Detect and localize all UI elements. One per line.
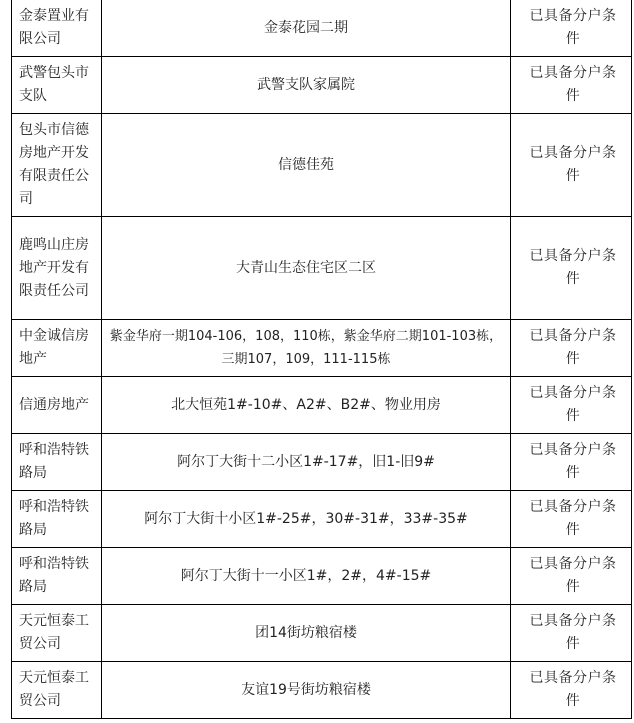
status-text: 已具备分户条件: [529, 145, 617, 184]
table-row: [12, 57, 632, 114]
company-cell: [12, 217, 102, 320]
status-text: 已具备分户条件: [529, 65, 617, 104]
company-cell: [12, 57, 102, 114]
status-cell: [511, 114, 632, 217]
project-text: 团14街坊粮宿楼: [255, 624, 357, 641]
status-cell: [511, 491, 632, 548]
project-text: 紫金华府一期104-106，108，110栋，紫金华府二期101-103栋，三期107，109，111-115栋: [109, 329, 503, 367]
company-text: 鹿鸣山庄房地产开发有限责任公司: [19, 236, 89, 299]
company-cell: [12, 320, 102, 377]
company-text: 天元恒泰工贸公司: [19, 670, 89, 709]
table-row: [12, 434, 632, 491]
project-cell: [102, 662, 511, 719]
status-cell: [511, 662, 632, 719]
project-cell: [102, 320, 511, 377]
table-row: [12, 662, 632, 719]
status-cell: [511, 548, 632, 605]
project-text: 北大恒苑1#-10#、A2#、B2#、物业用房: [171, 396, 441, 413]
status-cell: [511, 434, 632, 491]
table-row: [12, 114, 632, 217]
company-cell: [12, 114, 102, 217]
project-cell: [102, 0, 511, 57]
project-text: 信德佳苑: [278, 156, 334, 173]
status-text: 已具备分户条件: [529, 442, 617, 481]
project-cell: [102, 217, 511, 320]
status-text: 已具备分户条件: [529, 8, 617, 47]
table-row: [12, 217, 632, 320]
status-cell: [511, 57, 632, 114]
project-text: 阿尔丁大街十二小区1#-17#，旧1-旧9#: [177, 453, 435, 470]
project-text: 金泰花园二期: [264, 19, 348, 36]
status-text: 已具备分户条件: [529, 385, 617, 424]
status-text: 已具备分户条件: [529, 670, 617, 709]
company-cell: [12, 548, 102, 605]
project-cell: [102, 377, 511, 434]
company-text: 呼和浩特铁路局: [19, 556, 89, 595]
project-cell: [102, 114, 511, 217]
project-cell: [102, 491, 511, 548]
table-row: [12, 377, 632, 434]
status-cell: [511, 605, 632, 662]
status-text: 已具备分户条件: [529, 499, 617, 538]
company-text: 武警包头市支队: [19, 65, 89, 104]
table-row: [12, 320, 632, 377]
company-text: 包头市信德房地产开发有限责任公司: [19, 122, 89, 207]
status-cell: [511, 320, 632, 377]
table-row: [12, 0, 632, 57]
project-cell: [102, 548, 511, 605]
status-text: 已具备分户条件: [529, 613, 617, 652]
project-cell: [102, 57, 511, 114]
project-text: 友谊19号街坊粮宿楼: [241, 681, 371, 698]
housing-table: [11, 0, 632, 719]
status-cell: [511, 377, 632, 434]
project-text: 阿尔丁大街十一小区1#，2#，4#-15#: [180, 567, 432, 584]
company-text: 呼和浩特铁路局: [19, 442, 89, 481]
company-cell: [12, 662, 102, 719]
status-cell: [511, 217, 632, 320]
company-text: 呼和浩特铁路局: [19, 499, 89, 538]
table-row: [12, 548, 632, 605]
company-cell: [12, 377, 102, 434]
company-cell: [12, 0, 102, 57]
company-text: 天元恒泰工贸公司: [19, 613, 89, 652]
company-text: 中金诚信房地产: [19, 328, 89, 367]
status-text: 已具备分户条件: [529, 248, 617, 287]
project-text: 武警支队家属院: [257, 76, 355, 93]
project-text: 阿尔丁大街十小区1#-25#，30#-31#，33#-35#: [144, 510, 468, 527]
company-text: 金泰置业有限公司: [19, 8, 89, 47]
company-cell: [12, 491, 102, 548]
project-cell: [102, 605, 511, 662]
table-row: [12, 491, 632, 548]
status-text: 已具备分户条件: [529, 556, 617, 595]
company-cell: [12, 434, 102, 491]
table-row: [12, 605, 632, 662]
project-cell: [102, 434, 511, 491]
project-text: 大青山生态住宅区二区: [236, 259, 376, 276]
status-cell: [511, 0, 632, 57]
company-cell: [12, 605, 102, 662]
status-text: 已具备分户条件: [529, 328, 617, 367]
company-text: 信通房地产: [19, 396, 89, 413]
